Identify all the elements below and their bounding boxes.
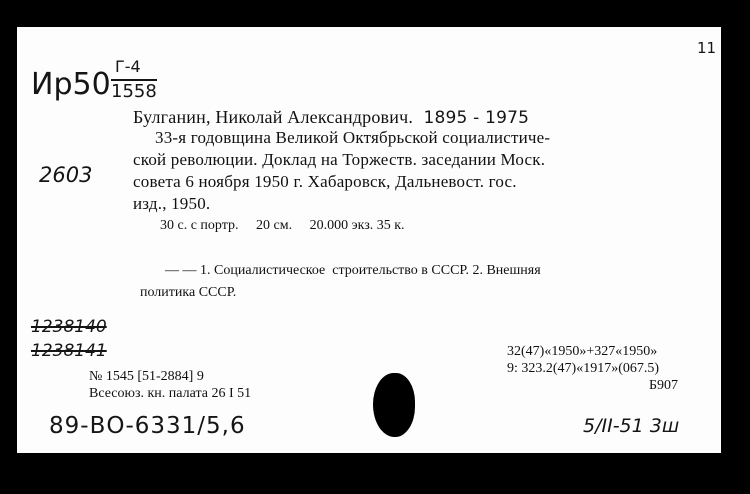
subjects-line-1: — — 1. Социалистическое строительство в СССР. 2. Внешняя xyxy=(165,263,541,278)
classification-line-3: Б907 xyxy=(649,378,679,393)
crossed-number-1: 1238140 xyxy=(31,317,107,337)
registration-line-1: № 1545 [51-2884] 9 xyxy=(89,369,204,384)
subjects-line-2: политика СССР. xyxy=(140,285,237,300)
catalog-card xyxy=(17,27,721,453)
crossed-number-2: 1238141 xyxy=(31,341,107,361)
title-line-2: ской революции. Доклад на Торжеств. заседании Моск. xyxy=(133,150,546,169)
call-number-top: Г-4 xyxy=(115,57,141,76)
author-dates: 1895 - 1975 xyxy=(423,108,530,128)
classification-line-1: 32(47)«1950»+327«1950» xyxy=(507,344,658,359)
registration-line-2: Всесоюз. кн. палата 26 I 51 xyxy=(89,386,252,401)
call-number-bottom: 1558 xyxy=(111,81,157,102)
title-line-3: совета 6 ноября 1950 г. Хабаровск, Дальневост. гос. xyxy=(133,172,517,191)
handwritten-number: 2603 xyxy=(39,163,93,187)
corner-mark: 11 xyxy=(697,39,717,57)
physical-description: 30 с. с портр. 20 см. 20.000 экз. 35 к. xyxy=(160,218,405,233)
classification-line-2: 9: 323.2(47)«1917»(067.5) xyxy=(507,361,660,376)
bottom-left-code: 89-ВО-6331/5,6 xyxy=(49,413,246,439)
title-line-1: 33-я годовщина Великой Октябрьской социалистиче- xyxy=(155,128,551,147)
call-number-main: Ир50 xyxy=(31,67,111,102)
title-line-4: изд., 1950. xyxy=(133,194,211,213)
author-name: Булганин, Николай Александрович. xyxy=(133,107,414,127)
bottom-right-mark: 5/II-51 3ш xyxy=(583,415,680,437)
author-heading xyxy=(133,107,529,128)
ink-blot xyxy=(373,373,415,437)
